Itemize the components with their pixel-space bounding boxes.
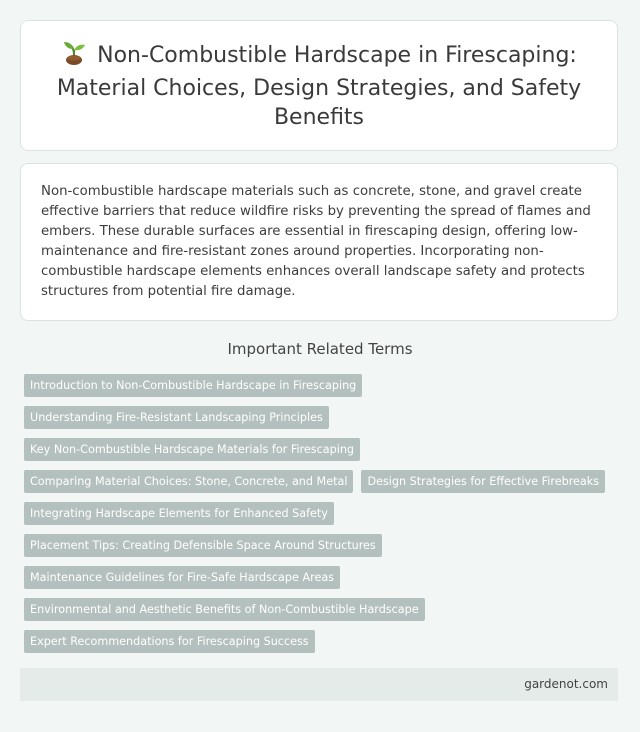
related-term-tag[interactable]: Key Non-Combustible Hardscape Materials for Firescaping	[24, 438, 360, 461]
related-term-tag[interactable]: Comparing Material Choices: Stone, Concrete, and Metal	[24, 470, 353, 493]
footer	[20, 668, 618, 701]
summary-card	[20, 163, 618, 321]
related-terms-list	[24, 374, 624, 653]
related-term-tag[interactable]: Placement Tips: Creating Defensible Space Around Structures	[24, 534, 382, 557]
related-term-tag[interactable]: Expert Recommendations for Firescaping Success	[24, 630, 315, 653]
related-term-tag[interactable]: Maintenance Guidelines for Fire-Safe Hardscape Areas	[24, 566, 340, 589]
sprout-icon	[61, 40, 87, 74]
title-text: Non-Combustible Hardscape in Firescaping: Material Choices, Design Strategies, and Safety Benefits	[56, 42, 582, 130]
summary-text: Non-combustible hardscape materials such as concrete, stone, and gravel create effective barriers that reduce wildfire risks by preventing the spread of flames and embers. These durable surfaces are essential in firescaping design, offering low-maintenance and fire-resistant zones around properties. Incorporating non-combustible hardscape elements enhances overall landscape safety and protects structures from potential fire damage.	[41, 184, 591, 299]
related-term-tag[interactable]: Environmental and Aesthetic Benefits of Non-Combustible Hardscape	[24, 598, 425, 621]
related-terms-heading: Important Related Terms	[227, 340, 413, 358]
related-term-tag[interactable]: Introduction to Non-Combustible Hardscape in Firescaping	[24, 374, 362, 397]
title-card	[20, 20, 618, 151]
related-term-tag[interactable]: Design Strategies for Effective Firebreaks	[361, 470, 605, 493]
related-term-tag[interactable]: Understanding Fire-Resistant Landscaping Principles	[24, 406, 329, 429]
site-name[interactable]: gardenot.com	[524, 677, 608, 691]
related-term-tag[interactable]: Integrating Hardscape Elements for Enhanced Safety	[24, 502, 334, 525]
page-title	[51, 40, 587, 132]
